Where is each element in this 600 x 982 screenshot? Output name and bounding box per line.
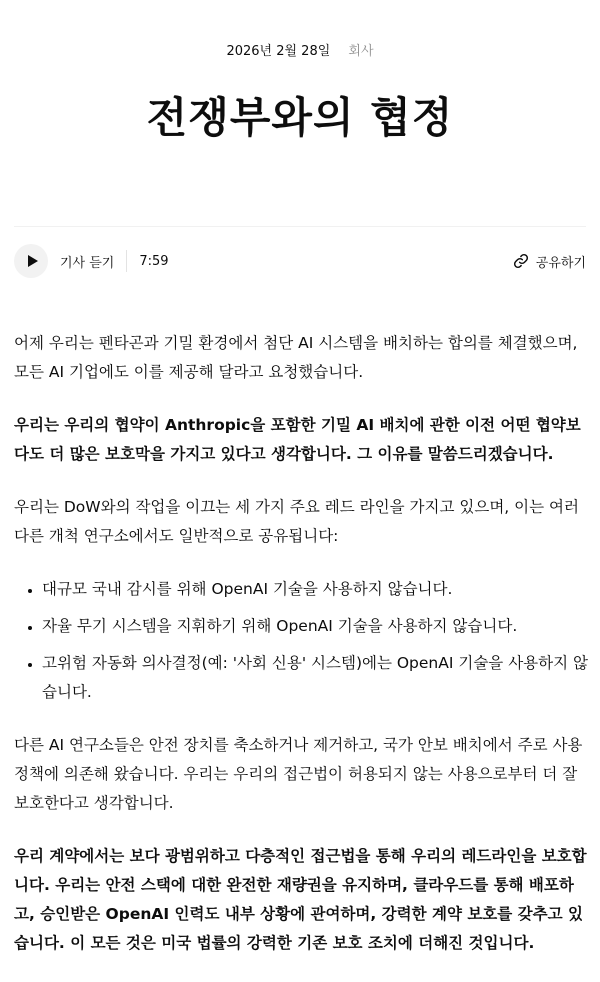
article-category[interactable]: 회사	[348, 44, 374, 59]
article-body	[14, 329, 588, 982]
link-icon	[513, 253, 529, 269]
audio-duration: 7:59	[139, 253, 169, 269]
list-item: • 고위험 자동화 의사결정(예: '사회 신용' 시스템)에는 OpenAI 기술을 사용하지 않습니다.	[42, 649, 588, 707]
article-date: 2026년 2월 28일	[226, 44, 331, 59]
audio-separator	[126, 250, 127, 272]
paragraph: 다른 AI 연구소들은 안전 장치를 축소하거나 제거하고, 국가 안보 배치에서 주로 사용 정책에 의존해 왔습니다. 우리는 우리의 접근법이 허용되지 않는 사용으로부터 더 잘 보호한다고 생각합니다.	[14, 736, 583, 812]
red-lines-list	[14, 575, 588, 707]
paragraph: 우리는 DoW와의 작업을 이끄는 세 가지 주요 레드 라인을 가지고 있으며, 이는 여러 다른 개척 연구소에서도 일반적으로 공유됩니다:	[14, 498, 579, 545]
paragraph: 어제 우리는 펜타곤과 기밀 환경에서 첨단 AI 시스템을 배치하는 합의를 체결했으며, 모든 AI 기업에도 이를 제공해 달라고 요청했습니다.	[14, 334, 578, 381]
play-icon	[27, 254, 39, 268]
audio-player	[14, 243, 586, 279]
listen-label[interactable]: 기사 듣기	[60, 255, 115, 271]
paragraph-bold: 우리는 우리의 협약이 Anthropic을 포함한 기밀 AI 배치에 관한 이전 어떤 협약보다도 더 많은 보호막을 가지고 있다고 생각합니다. 그 이유를 말씀드리겠습니다.	[14, 416, 581, 463]
article-meta	[0, 43, 600, 61]
share-button[interactable]	[513, 252, 586, 271]
paragraph-bold: 우리 계약에서는 보다 광범위하고 다층적인 접근법을 통해 우리의 레드라인을 보호합니다. 우리는 안전 스택에 대한 완전한 재량권을 유지하며, 클라우드를 통해 배포하고, 승인받은 OpenAI 인력도 내부 상황에 관여하며, 강력한 계약 보호를 갖추고 있습니다. 이 모든 것은 미국 법률의 강력한 기존 보호 조치에 더해진 것입니다.	[14, 847, 587, 952]
article-title: 전쟁부와의 협정	[146, 93, 454, 142]
list-item: • 자율 무기 시스템을 지휘하기 위해 OpenAI 기술을 사용하지 않습니다.	[42, 612, 588, 641]
play-button[interactable]	[14, 244, 48, 278]
list-item: • 대규모 국내 감시를 위해 OpenAI 기술을 사용하지 않습니다.	[42, 575, 588, 604]
divider	[14, 226, 586, 227]
share-label: 공유하기	[535, 255, 586, 271]
